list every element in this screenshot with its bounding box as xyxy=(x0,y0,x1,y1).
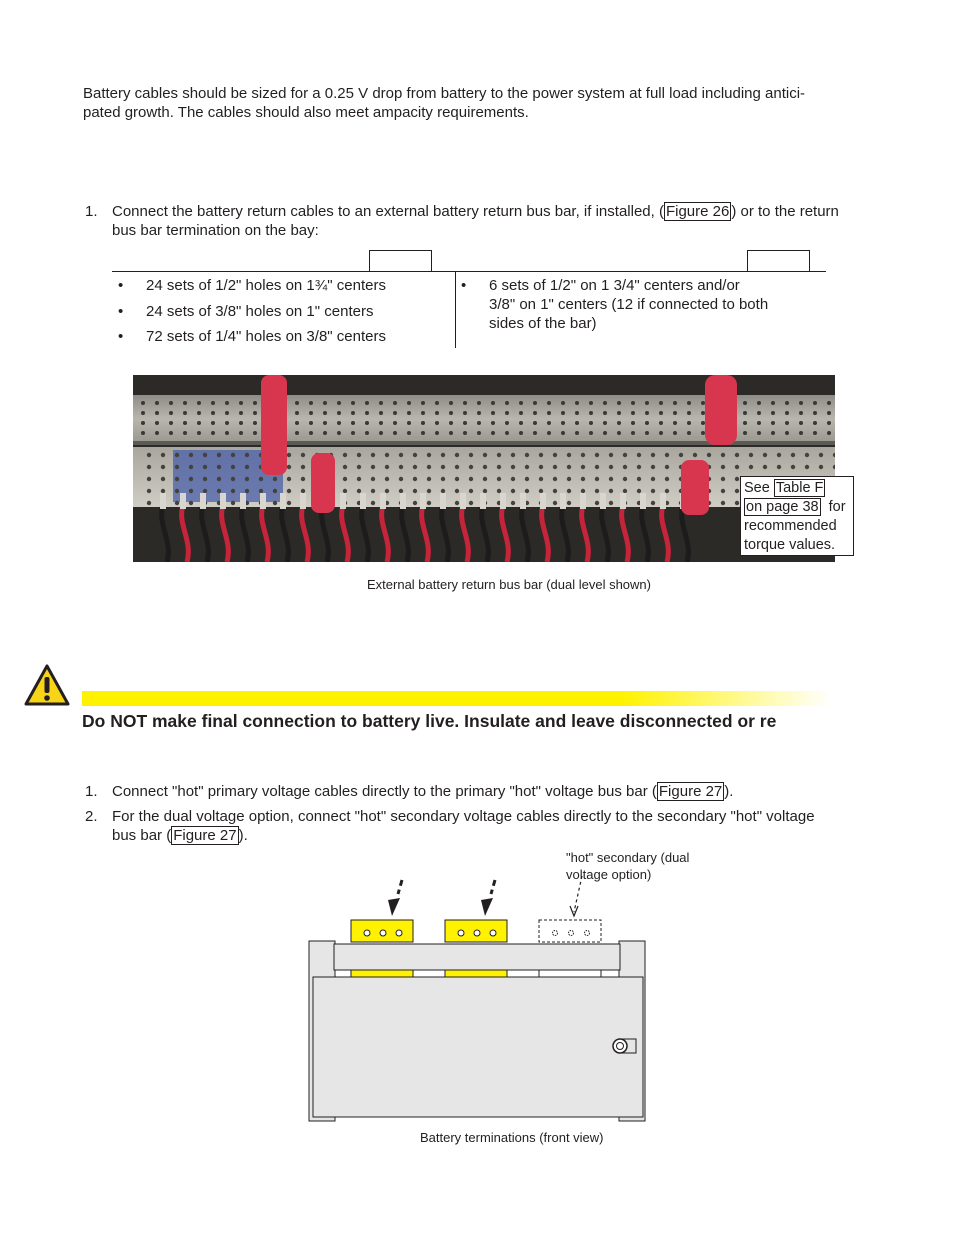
warning-text: Do NOT make final connection to battery live. Insulate and leave disconnected or re xyxy=(82,711,777,731)
bullet-text: 24 sets of 3/8" holes on 1" centers xyxy=(146,303,374,320)
figure-26-link[interactable]: Figure 26 xyxy=(665,203,730,220)
bullet-dot: • xyxy=(118,277,124,294)
step-text-post: ) or to the return xyxy=(731,203,839,220)
intro-line-2: pated growth. The cables should also meet ampacity requirements. xyxy=(83,104,529,121)
table-rule xyxy=(112,271,826,272)
hot-step-2: For the dual voltage option, connect "hot" secondary voltage cables directly to the secondary "hot" voltage bus bar ( Figure 27 ). xyxy=(112,808,815,844)
bullet-dot: • xyxy=(118,303,124,320)
bullet-text: 24 sets of 1/2" holes on 1¾" centers xyxy=(146,277,386,294)
torque-callout: See Table F on page 38 for recommended torque values. xyxy=(740,476,854,556)
figure-27-link[interactable]: Figure 27 xyxy=(658,783,723,800)
step-number: 1. xyxy=(85,203,98,220)
warning-bar xyxy=(82,691,832,706)
intro-paragraph xyxy=(83,84,805,122)
bus-bar-photo xyxy=(133,375,835,562)
bus-bar-photo-illustration xyxy=(133,375,835,562)
step-number: 2. xyxy=(85,808,98,825)
return-step-1 xyxy=(112,202,839,240)
hot-step-1: Connect "hot" primary voltage cables directly to the primary "hot" voltage bus bar ( Figure 27 ). xyxy=(112,783,734,800)
table-divider xyxy=(455,271,456,348)
bullet-dot: • xyxy=(118,328,124,345)
table-header-box-left xyxy=(369,250,432,272)
photo-caption: External battery return bus bar (dual level shown) xyxy=(367,577,651,592)
page-38-link[interactable]: on page 38 xyxy=(746,499,819,515)
step-text: Connect the battery return cables to an external battery return bus bar, if installed, ( xyxy=(112,203,664,220)
bullet-text: 72 sets of 1/4" holes on 3/8" centers xyxy=(146,328,386,345)
step-number: 1. xyxy=(85,783,98,800)
bullet-text: 6 sets of 1/2" on 1 3/4" centers and/or 3/8" on 1" centers (12 if connected to both sides of the bar) xyxy=(489,277,769,332)
step-text-line-2: bus bar termination on the bay: xyxy=(112,222,319,239)
battery-terminations-diagram xyxy=(300,870,660,1130)
warning-triangle-icon xyxy=(24,664,70,711)
table-f-link[interactable]: Table F xyxy=(775,480,824,496)
diagram-caption: Battery terminations (front view) xyxy=(420,1130,604,1145)
figure-27-link[interactable]: Figure 27 xyxy=(173,827,237,844)
secondary-label: "hot" secondary (dual voltage option) xyxy=(566,850,690,882)
bullet-dot: • xyxy=(461,277,467,294)
intro-line-1: Battery cables should be sized for a 0.25 V drop from battery to the power system at full load including antici- xyxy=(83,85,806,102)
table-header-box-right xyxy=(747,250,810,272)
